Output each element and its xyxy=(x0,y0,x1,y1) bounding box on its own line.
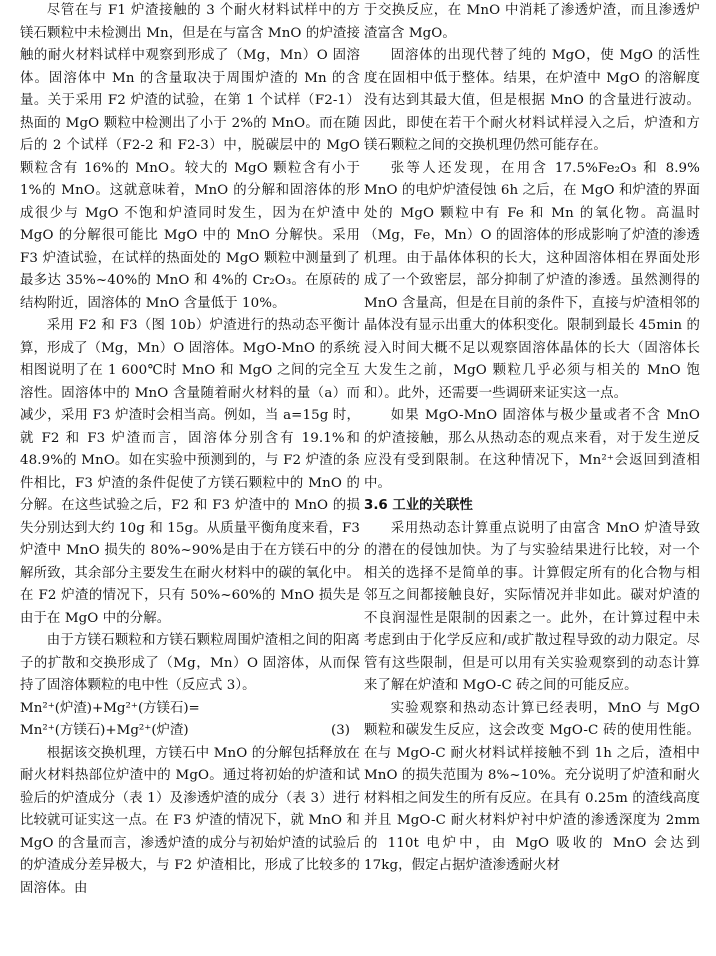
right-column xyxy=(364,0,700,878)
paragraph: 张等人还发现，在用含 17.5%Fe₂O₃ 和 8.9% MnO 的电炉炉渣侵蚀 6h 之后，在 MgO 和炉渣的界面处的 MgO 颗粒中有 Fe 和 Mn 的氧化物。高温时（Mg，Fe，Mn）O 的固溶体的形成影响了炉渣的渗透机理。由于晶体体积的长大，这种固溶体相在界面处形成了一个致密层，部分抑制了炉渣的渗透。虽然测得的 MnO 含量高，但是在目前的条件下，直接与炉渣相邻的晶体没有显示出重大的体积变化。限制到最长 45min 的浸入时间大概不足以观察固溶体晶体的长大（固溶体长大发生之前，MgO 颗粒几乎必须与相关的 MnO 饱和）。此外，还需要一些调研来证实这一点。 xyxy=(364,160,700,401)
equation-number: (3) xyxy=(331,723,350,738)
paragraph: 由于方镁石颗粒和方镁石颗粒周围炉渣相之间的阳离子的扩散和交换形成了（Mg，Mn）O 固溶体，从而保持了固溶体颗粒的电中性（反应式 3）。 xyxy=(20,633,360,693)
paragraph: 实验观察和热动态计算已经表明，MnO 与 MgO 颗粒和碳发生反应，这会改变 MgO-C 砖的使用性能。在与 MgO-C 耐火材料试样接触不到 1h 之后，渣相中 MnO 的损失范围为 8%~10%。充分说明了炉渣和耐火材料相之间发生的所有反应。在具有 0.25m 的渣线高度并且 MgO-C 耐火材料炉衬中炉渣的渗透深度为 2mm 的 110t 电炉中，由 MgO 吸收的 MnO 会达到 17kg，假定占据炉渣渗透耐火材 xyxy=(364,700,700,873)
paragraph: 如果 MgO-MnO 固溶体与极少量或者不含 MnO 的炉渣接触，那么从热动态的观点来看，对于发生逆反应没有受到限制。在这种情况下，Mn²⁺会返回到渣相中。 xyxy=(364,408,700,491)
paragraph: 采用热动态计算重点说明了由富含 MnO 炉渣导致的潜在的侵蚀加快。为了与实验结果进行比较，对一个相关的选择不是简单的事。计算假定所有的化合物与相邻互之间都接触良好，实际情况并非如此。碳对炉渣的不良润湿性是限制的因素之一。此外，在计算过程中未考虑到由于化学反应和/或扩散过程导致的动力限定。尽管有这些限制，但是可以用有关实验观察到的动态计算来了解在炉渣和 MgO-C 砖之间的可能反应。 xyxy=(364,520,700,693)
section-heading: 3.6 工业的关联性 xyxy=(364,498,473,513)
equation-text: Mn²⁺(方镁石)+Mg²⁺(炉渣) xyxy=(20,723,189,738)
left-column xyxy=(20,0,360,900)
paragraph: 尽管在与 F1 炉渣接触的 3 个耐火材料试样中的方镁石颗粒中未检测出 Mn，但是在与富含 MnO 的炉渣接触的耐火材料试样中观察到形成了（Mg，Mn）O 固溶体。固溶体中 Mn 的含量取决于周围炉渣的 Mn 的含量。关于采用 F2 炉渣的试验，在第 1 个试样（F2-1）热面的 MgO 颗粒中检测出了小于 2%的 MnO。而在随后的 2 个试样（F2-2 和 F2-3）中，脱碳层中的 MgO 颗粒含有 16%的 MnO。较大的 MgO 颗粒含有小于 1%的 MnO。这就意味着，MnO 的分解和固溶体的形成很少与 MgO 不饱和炉渣同时发生，因为在炉渣中 MgO 的分解很可能比 MgO 中的 MnO 分解快。采用 F3 炉渣试验，在试样的热面处的 MgO 颗粒中测量到了最多达 35%~40%的 MnO 和 4%的 Cr₂O₃。在原砖的结构附近，固溶体的 MnO 含量低于 10%。 xyxy=(20,3,360,311)
paragraph: 根据该交换机理，方镁石中 MnO 的分解包括释放在耐火材料热部位炉渣中的 MgO。通过将初始的炉渣和试验后的炉渣成分（表 1）及渗透炉渣的成分（表 3）进行比较就可证实这一点。在 F3 炉渣的情况下，就 MnO 和 MgO 的含量而言，渗透炉渣的成分与初始炉渣的试验后的炉渣成分差异极大，与 F2 炉渣相比，形成了比较多的固溶体。由 xyxy=(20,745,360,896)
paragraph-continuation: 于交换反应，在 MnO 中消耗了渗透炉渣，而且渗透炉渣富含 MgO。 xyxy=(364,3,700,41)
paragraph: 采用 F2 和 F3（图 10b）炉渣进行的热动态平衡计算，形成了（Mg，Mn）O 固溶体。MgO-MnO 的系统相图说明了在 1 600℃时 MnO 和 MgO 之间的完全互溶性。固溶体中的 MnO 含量随着耐火材料的量（a）而减少，采用 F3 炉渣时会相当高。例如，当 a=15g 时，就 F2 和 F3 炉渣而言，固溶体分别含有 19.1%和 48.9%的 MnO。如在实验中预测到的，与 F2 炉渣的条件相比，F3 炉渣的条件促使了方镁石颗粒中的 MnO 的分解。在这些试验之后，F2 和 F3 炉渣中的 MnO 的损失分别达到大约 10g 和 15g。从质量平衡角度来看，F3 炉渣中 MnO 损失的 80%~90%是由于在方镁石中的分解所致，其余部分主要发生在耐火材料中的碳的氧化中。在 F2 炉渣的情况下，只有 50%~60%的 MnO 损失是由于在 MgO 中的分解。 xyxy=(20,318,360,626)
equation-line-2 xyxy=(20,720,360,743)
paragraph: 固溶体的出现代替了纯的 MgO，使 MgO 的活性度在固相中低于整体。结果，在炉渣中 MgO 的溶解度没有达到其最大值，但是根据 MnO 的含量进行波动。因此，即使在若干个耐火材料试样浸入之后，炉渣和方镁石颗粒之间的交换机理仍然可能存在。 xyxy=(364,48,700,153)
equation-text: Mn²⁺(炉渣)+Mg²⁺(方镁石)= xyxy=(20,700,200,716)
equation-line-1 xyxy=(20,698,360,721)
